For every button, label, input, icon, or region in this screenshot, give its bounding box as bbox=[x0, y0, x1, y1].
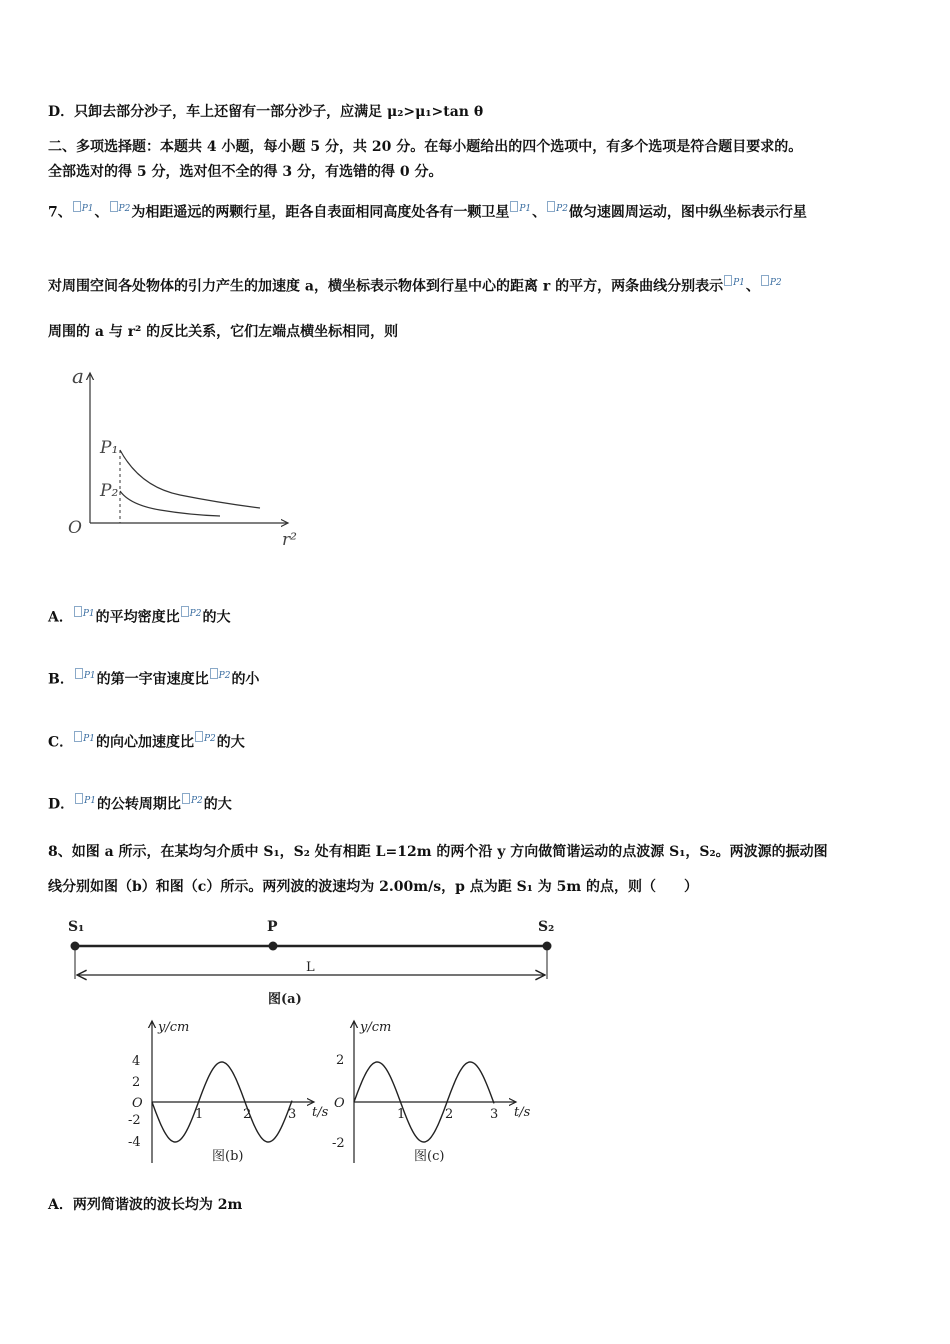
x-tick-label: 2 bbox=[445, 1107, 454, 1122]
curve1-label: P₁ bbox=[100, 438, 119, 458]
y-tick-label: 2 bbox=[132, 1075, 141, 1090]
x-axis-label: t/s bbox=[514, 1105, 531, 1120]
x-tick-label: 3 bbox=[490, 1107, 499, 1122]
y-tick-label: -4 bbox=[128, 1135, 141, 1150]
p1-placeholder-icon: P1 bbox=[75, 666, 96, 686]
section-heading-multiple-choice: 二、多项选择题：本题共 4 小题，每小题 5 分，共 20 分。在每小题给出的四个选项中，有多个选项是符合题目要求的。 bbox=[48, 139, 803, 155]
q7-option-d[interactable]: D． P1的公转周期比 P2的大 bbox=[48, 791, 232, 815]
y-axis-label: a bbox=[72, 364, 84, 388]
p2-placeholder-icon: P2 bbox=[181, 604, 202, 624]
curve-p1 bbox=[120, 450, 260, 508]
y-axis-label: y/cm bbox=[158, 1020, 190, 1035]
y-tick-label: -2 bbox=[332, 1136, 345, 1151]
s1-label: S₁ bbox=[68, 919, 85, 935]
curve-p2 bbox=[120, 491, 220, 516]
q7-graph bbox=[60, 365, 310, 555]
q7-stem-line3: 周围的 a 与 r² 的反比关系，它们左端点横坐标相同，则 bbox=[48, 324, 399, 340]
section-scoring-rules: 全部选对的得 5 分，选对但不全的得 3 分，有选错的得 0 分。 bbox=[48, 164, 443, 180]
figure-b-caption: 图(b) bbox=[212, 1149, 244, 1164]
figure-a bbox=[60, 913, 570, 1013]
y-axis-label: y/cm bbox=[360, 1020, 392, 1035]
x-axis-label: t/s bbox=[312, 1105, 329, 1120]
x-axis-label: r² bbox=[282, 530, 297, 550]
figure-c bbox=[330, 1013, 540, 1173]
figure-c-caption: 图(c) bbox=[414, 1149, 445, 1164]
p1-placeholder-icon: P1 bbox=[74, 604, 95, 624]
p2-placeholder-icon: P2 bbox=[195, 729, 216, 749]
option-d-previous: D．只卸去部分沙子，车上还留有一部分沙子，应满足 μ₂>μ₁>tan θ bbox=[48, 104, 484, 120]
p1-placeholder-icon: P1 bbox=[510, 199, 531, 219]
figure-a-caption: 图(a) bbox=[268, 992, 302, 1007]
x-tick-label: 1 bbox=[397, 1107, 406, 1122]
q8-stem-line1: 8、如图 a 所示，在某均匀介质中 S₁，S₂ 处有相距 L=12m 的两个沿 y 方向做简谐运动的点波源 S₁，S₂。两波源的振动图 bbox=[48, 844, 828, 860]
y-tick-label: 2 bbox=[336, 1053, 345, 1068]
curve2-label: P₂ bbox=[100, 481, 119, 501]
q7-stem-line2: 对周围空间各处物体的引力产生的加速度 a，横坐标表示物体到行星中心的距离 r 的平方，两条曲线分别表示 P1、 P2 bbox=[48, 273, 910, 297]
p2-placeholder-icon: P2 bbox=[547, 199, 568, 219]
x-ticks bbox=[195, 1107, 296, 1122]
q8-stem-line2: 线分别如图（b）和图（c）所示。两列波的波速均为 2.00m/s，p 点为距 S₁ 为 5m 的点，则（ ） bbox=[48, 879, 699, 895]
p-point bbox=[269, 942, 278, 951]
p2-placeholder-icon: P2 bbox=[182, 791, 203, 811]
q7-stem-line1: 7、 P1、 P2为相距遥远的两颗行星，距各自表面相同高度处各有一颗卫星 P1、 P2做匀速圆周运动，图中纵坐标表示行星 bbox=[48, 199, 910, 223]
x-tick-label: 1 bbox=[195, 1107, 204, 1122]
q7-option-b[interactable]: B． P1的第一宇宙速度比 P2的小 bbox=[48, 666, 259, 690]
q7-option-a[interactable]: A． P1的平均密度比 P2的大 bbox=[48, 604, 230, 628]
p2-placeholder-icon: P2 bbox=[210, 666, 231, 686]
p-label: P bbox=[267, 919, 278, 935]
origin-label: O bbox=[68, 518, 82, 538]
figure-b bbox=[128, 1013, 338, 1173]
q7-option-c[interactable]: C． P1的向心加速度比 P2的大 bbox=[48, 729, 245, 753]
q8-option-a[interactable]: A．两列简谐波的波长均为 2m bbox=[48, 1197, 243, 1213]
p1-placeholder-icon: P1 bbox=[75, 791, 96, 811]
x-tick-label: 2 bbox=[243, 1107, 252, 1122]
p2-placeholder-icon: P2 bbox=[761, 273, 782, 293]
p1-placeholder-icon: P1 bbox=[73, 199, 94, 219]
x-tick-label: 3 bbox=[288, 1107, 297, 1122]
origin-label: O bbox=[334, 1096, 345, 1111]
s2-label: S₂ bbox=[538, 919, 555, 935]
y-tick-label: -2 bbox=[128, 1113, 141, 1128]
p2-placeholder-icon: P2 bbox=[110, 199, 131, 219]
origin-label: O bbox=[132, 1096, 143, 1111]
p1-placeholder-icon: P1 bbox=[724, 273, 745, 293]
p1-placeholder-icon: P1 bbox=[74, 729, 95, 749]
length-label: L bbox=[306, 960, 315, 975]
y-tick-label: 4 bbox=[132, 1054, 141, 1069]
